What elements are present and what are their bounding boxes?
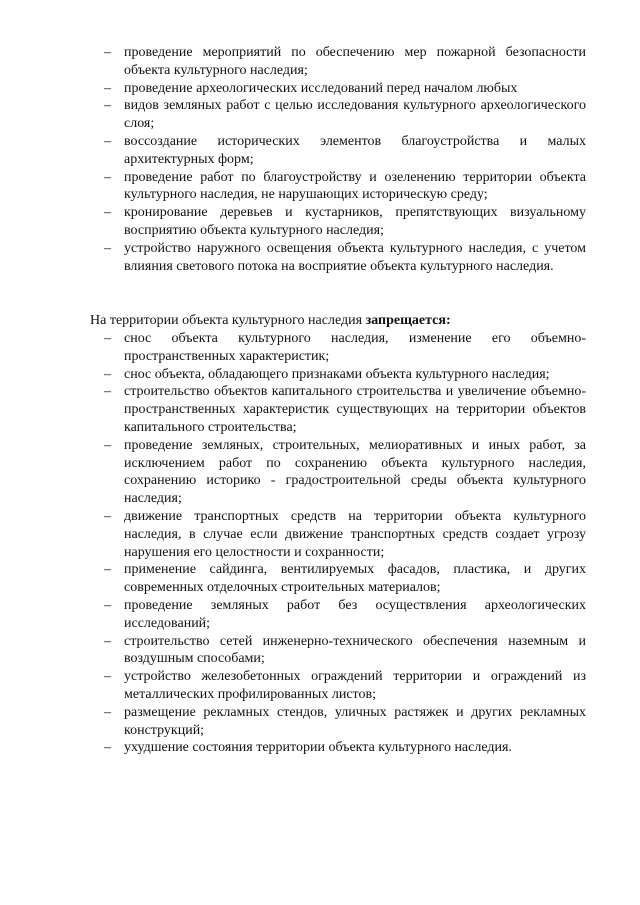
list-item-text: проведение земляных, строительных, мелиоративных и иных работ, за исключением работ по сохранению объекта культурного наследия, сохранению историко - градостроительной среды объекта культурного наследия; (124, 437, 586, 507)
list-item-text: размещение рекламных стендов, уличных растяжек и других рекламных конструкций; (124, 704, 586, 738)
list-item-text: кронирование деревьев и кустарников, препятствующих визуальному восприятию объекта культурного наследия; (124, 205, 586, 238)
dash-bullet: – (104, 133, 111, 149)
list-item-text: проведение земляных работ без осуществления археологических исследований; (124, 597, 586, 631)
dash-bullet: – (104, 98, 111, 114)
list-item-text: видов земляных работ с целью исследования культурного археологического слоя; (124, 98, 586, 132)
list-item (104, 97, 586, 133)
list-item (104, 704, 586, 740)
list-item-text: проведение мероприятий по обеспечению мер пожарной безопасности объекта культурного наследия; (124, 45, 586, 78)
prohibited-intro-emphasis: запрещается: (365, 313, 451, 328)
dash-bullet: – (104, 45, 111, 60)
list-item (104, 508, 586, 561)
list-item (104, 561, 586, 597)
prohibited-works-list (104, 330, 586, 757)
prohibited-intro-text: На территории объекта культурного наследия (90, 313, 366, 328)
permitted-works-list (104, 44, 586, 275)
dash-bullet: – (104, 669, 111, 685)
list-item-text: проведение археологических исследований перед началом любых (124, 80, 518, 96)
dash-bullet: – (104, 169, 111, 185)
dash-bullet: – (104, 366, 111, 382)
dash-bullet: – (104, 562, 111, 578)
dash-bullet: – (104, 384, 111, 400)
list-item-text: устройство железобетонных ограждений территории и ограждений из металлических профилированных листов; (124, 669, 586, 702)
dash-bullet: – (104, 331, 111, 346)
list-item (104, 668, 586, 704)
list-item (104, 366, 586, 384)
dash-bullet: – (104, 597, 111, 613)
dash-bullet: – (104, 437, 111, 453)
list-item-text: устройство наружного освещения объекта культурного наследия, с учетом влияния светового потока на восприятие объекта культурного наследия. (124, 240, 586, 274)
list-item (104, 437, 586, 508)
list-item-text: снос объекта, обладающего признаками объекта культурного наследия; (124, 366, 550, 382)
list-item (104, 597, 586, 633)
list-item-text: снос объекта культурного наследия, изменение его объемно-пространственных характеристик; (124, 331, 586, 364)
list-item (104, 133, 586, 169)
list-item (104, 633, 586, 669)
list-item-text: движение транспортных средств на территории объекта культурного наследия, в случае если движение транспортных средств создает угрозу нарушения его целостности и сохранности; (124, 508, 586, 560)
dash-bullet: – (104, 740, 111, 756)
list-item (104, 80, 586, 98)
list-item (104, 44, 586, 80)
list-item (104, 240, 586, 276)
list-item-text: проведение работ по благоустройству и озеленению территории объекта культурного наследия, не нарушающих историческую среду; (124, 169, 586, 203)
dash-bullet: – (104, 704, 111, 720)
list-item-text: воссоздание исторических элементов благоустройства и малых архитектурных форм; (124, 133, 586, 167)
dash-bullet: – (104, 240, 111, 256)
list-item-text: ухудшение состояния территории объекта культурного наследия. (124, 740, 512, 756)
list-item (104, 739, 586, 757)
list-item (104, 330, 586, 366)
dash-bullet: – (104, 80, 111, 96)
list-item-text: строительство объектов капитального строительства и увеличение объемно-пространственных характеристик существующих на территории объектов капитального строительства; (124, 384, 586, 435)
list-item-text: строительство сетей инженерно-технического обеспечения наземным и воздушным способами; (124, 633, 586, 667)
dash-bullet: – (104, 508, 111, 524)
list-item-text: применение сайдинга, вентилируемых фасадов, пластика, и других современных отделочных строительных материалов; (124, 562, 586, 596)
list-item (104, 383, 586, 436)
list-item (104, 204, 586, 240)
dash-bullet: – (104, 633, 111, 649)
list-item (104, 169, 586, 205)
dash-bullet: – (104, 205, 111, 221)
prohibited-intro (90, 312, 590, 330)
